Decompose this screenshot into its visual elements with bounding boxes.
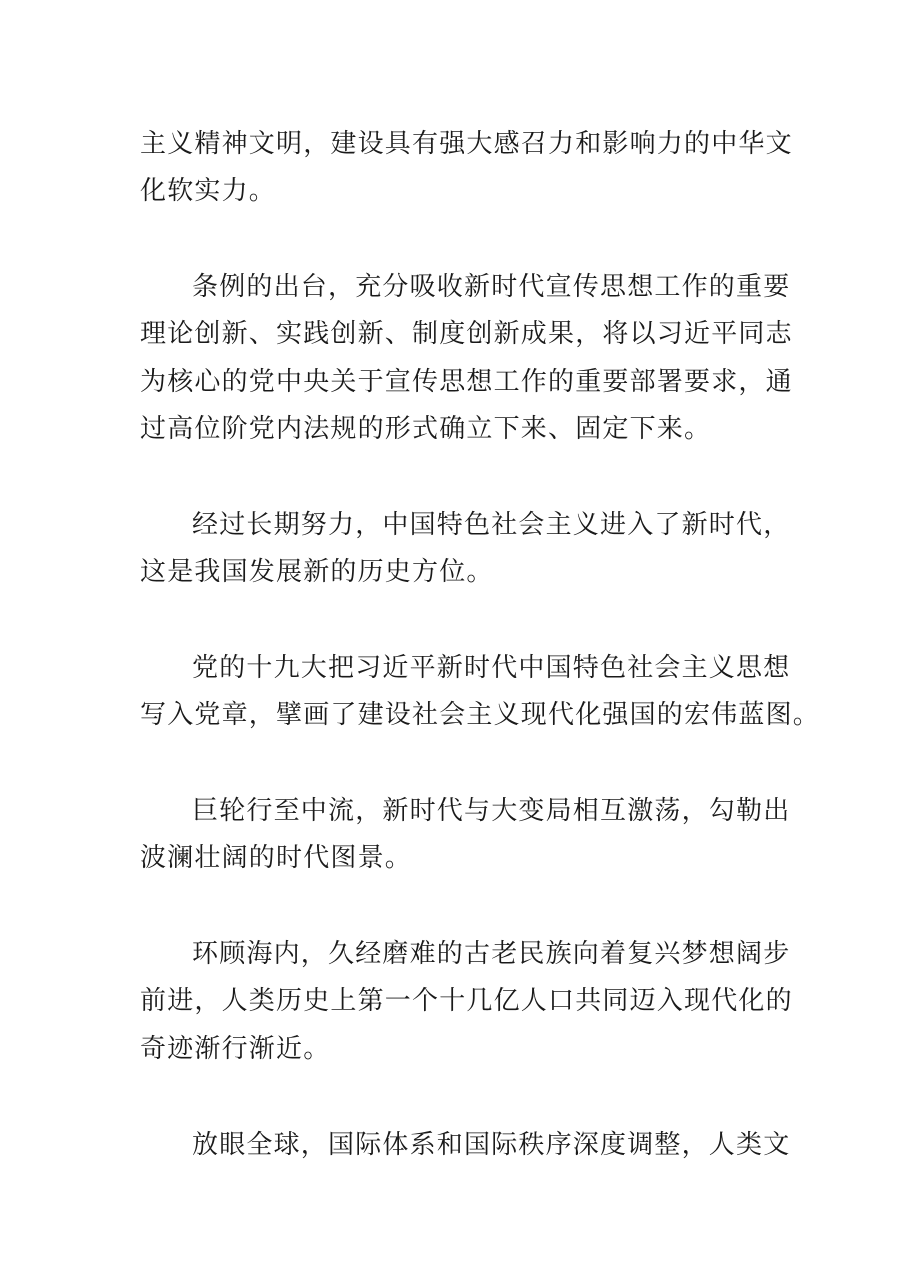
paragraph-1-line-0: 条例的出台，充分吸收新时代宣传思想工作的重要 (192, 272, 791, 302)
paragraph-0-line-1: 化软实力。 (140, 176, 277, 206)
paragraph-1-line-3: 过高位阶党内法规的形式确立下来、固定下来。 (140, 414, 712, 444)
paragraph-1-line-2: 为核心的党中央关于宣传思想工作的重要部署要求，通 (140, 367, 793, 397)
paragraph-3-line-1: 写入党章，擘画了建设社会主义现代化强国的宏伟蓝图。 (140, 700, 821, 730)
paragraph-6-line-0: 放眼全球，国际体系和国际秩序深度调整，人类文 (192, 1130, 791, 1160)
paragraph-4-line-1: 波澜壮阔的时代图景。 (140, 843, 413, 873)
paragraph-3-line-0: 党的十九大把习近平新时代中国特色社会主义思想 (192, 653, 791, 683)
paragraph-1-line-1: 理论创新、实践创新、制度创新成果，将以习近平同志 (140, 319, 793, 349)
paragraph-4-line-0: 巨轮行至中流，新时代与大变局相互激荡，勾勒出 (192, 796, 791, 826)
paragraph-5-line-1: 前进，人类历史上第一个十几亿人口共同迈入现代化的 (140, 986, 793, 1016)
paragraph-0-line-0: 主义精神文明，建设具有强大感召力和影响力的中华文 (140, 129, 793, 159)
paragraph-5-line-0: 环顾海内，久经磨难的古老民族向着复兴梦想阔步 (192, 939, 791, 969)
paragraph-5-line-2: 奇迹渐行渐近。 (140, 1034, 331, 1064)
paragraph-2-line-0: 经过长期努力，中国特色社会主义进入了新时代， (192, 510, 791, 540)
paragraph-2-line-1: 这是我国发展新的历史方位。 (140, 557, 494, 587)
